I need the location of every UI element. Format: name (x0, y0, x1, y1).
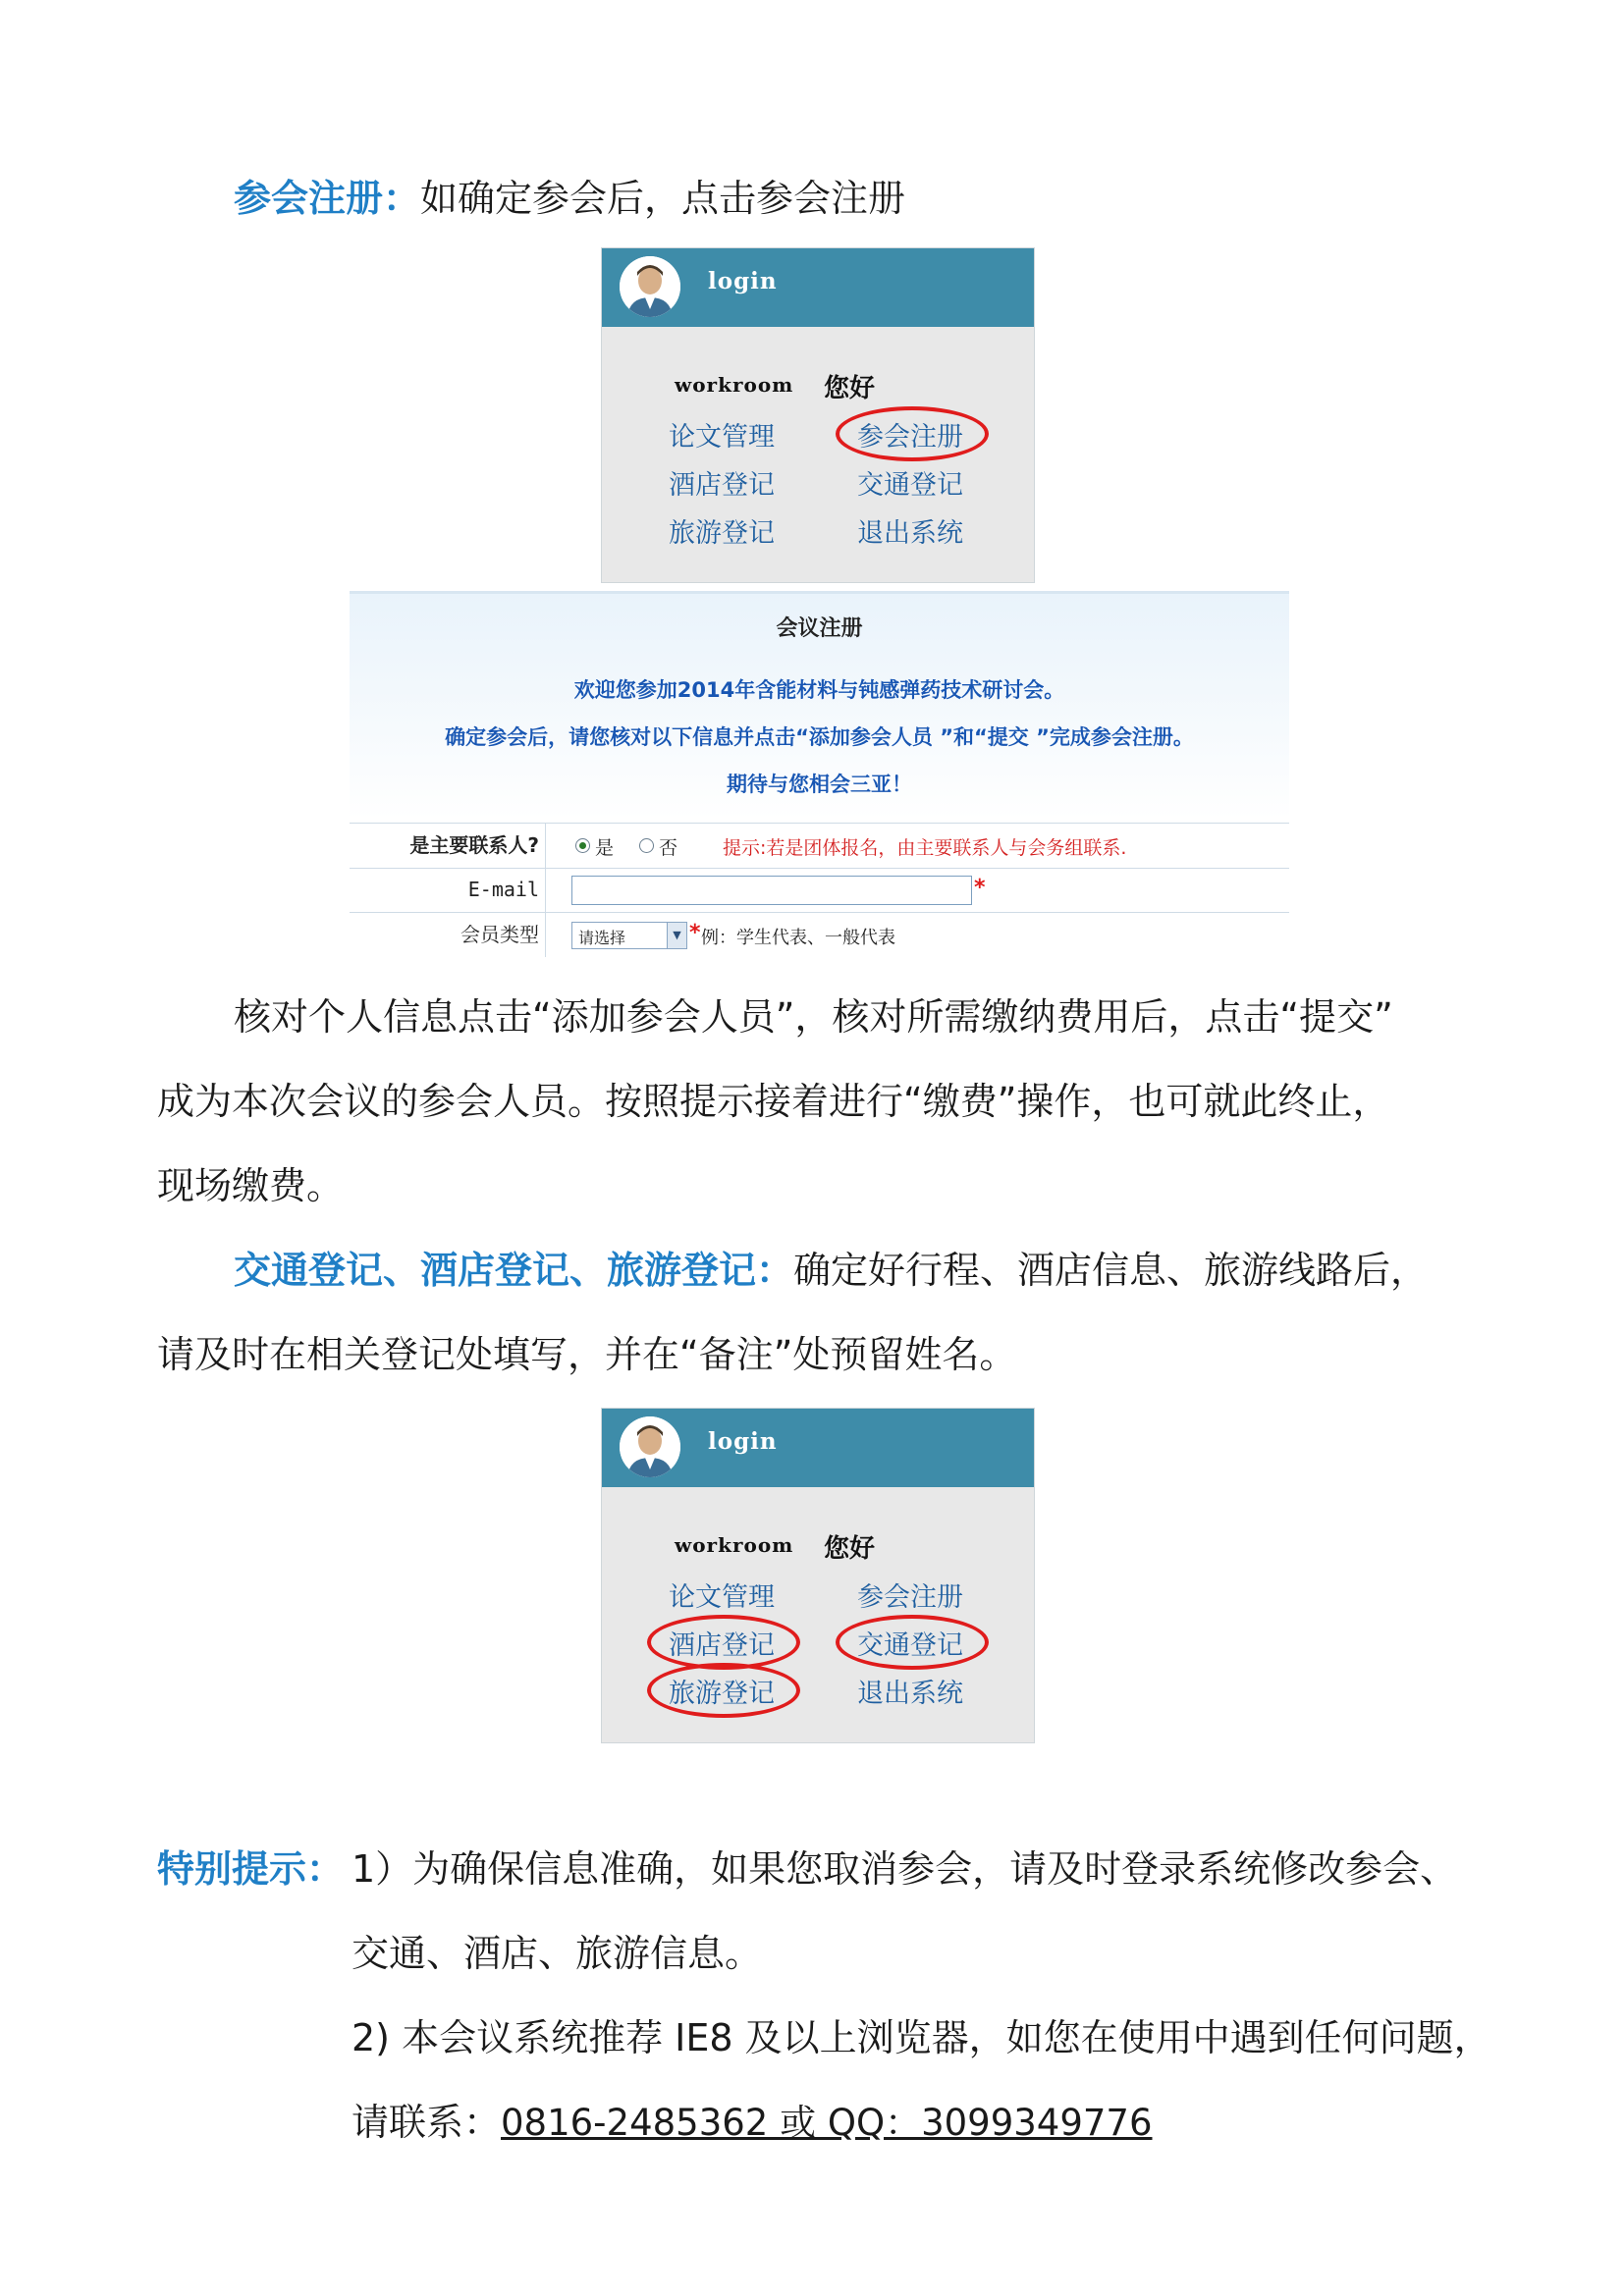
registration-form (350, 591, 1289, 962)
greeting-label: 您好 (824, 1534, 876, 1564)
link-paper-management[interactable]: 论文管理 (669, 1582, 775, 1613)
row-member-type (350, 913, 1289, 957)
link-hotel-register[interactable]: 酒店登记 (669, 1630, 775, 1661)
member-type-label: 会员类型 (350, 913, 546, 957)
section1-heading: 参会注册 (234, 177, 384, 220)
closing-line: 期待与您相会三亚！ (727, 773, 912, 796)
link-logout[interactable]: 退出系统 (857, 518, 963, 549)
link-travel-register[interactable]: 旅游登记 (669, 1679, 775, 1709)
link-logout[interactable]: 退出系统 (857, 1679, 963, 1709)
main-contact-label: 是主要联系人? (350, 824, 546, 868)
login-panel-1 (601, 247, 1035, 583)
para2-line1: 核对个人信息点击“添加参会人员”，核对所需缴纳费用后，点击“提交” (234, 995, 1393, 1039)
para2-line3: 现场缴费。 (157, 1164, 345, 1207)
section2-line2: 请及时在相关登记处填写，并在“备注”处预留姓名。 (157, 1333, 1017, 1376)
link-hotel-register[interactable]: 酒店登记 (669, 470, 775, 501)
radio-yes[interactable] (575, 838, 590, 853)
member-type-required-marker: * (689, 921, 701, 945)
notice-item1-line2: 交通、酒店、旅游信息。 (352, 1932, 763, 1975)
section2-text: 确定好行程、酒店信息、旅游线路后， (793, 1249, 1429, 1292)
notice-item1-line1: 1）为确保信息准确，如果您取消参会，请及时登录系统修改参会、 (352, 1847, 1458, 1891)
login-header (602, 1409, 1034, 1487)
instruction-line: 确定参会后，请您核对以下信息并点击“添加参会人员 ”和“提交 ”完成参会注册。 (445, 725, 1194, 749)
link-travel-register[interactable]: 旅游登记 (669, 518, 775, 549)
greeting-label: 您好 (824, 374, 876, 403)
link-conference-register[interactable]: 参会注册 (857, 422, 963, 453)
link-conference-register[interactable]: 参会注册 (857, 1582, 963, 1613)
link-traffic-register[interactable]: 交通登记 (857, 470, 963, 501)
row-main-contact (350, 823, 1289, 869)
notice-item2-line2 (352, 2101, 1153, 2145)
login-title: login (708, 268, 778, 294)
contact-prefix: 请联系： (352, 2101, 502, 2144)
notice-heading: 特别提示 (157, 1847, 307, 1891)
welcome-line: 欢迎您参加2014年含能材料与钝感弹药技术研讨会。 (573, 678, 1065, 702)
radio-no-label: 否 (659, 837, 678, 859)
email-field[interactable] (571, 876, 972, 905)
member-type-select[interactable] (571, 922, 687, 949)
radio-no[interactable] (639, 838, 654, 853)
chevron-down-icon[interactable]: ▼ (667, 923, 686, 948)
notice-item2-line1: 2) 本会议系统推荐 IE8 及以上浏览器，如您在使用中遇到任何问题， (352, 2016, 1491, 2059)
username-label: workroom (675, 1533, 794, 1557)
registration-table (350, 823, 1289, 958)
login-header (602, 248, 1034, 327)
login-panel-2 (601, 1408, 1035, 1743)
member-type-selected: 请选择 (578, 929, 626, 947)
section2-colon: ： (756, 1249, 794, 1292)
member-type-hint: 例：学生代表、一般代表 (701, 928, 895, 948)
email-required-marker: * (974, 876, 986, 900)
main-contact-tip: 提示:若是团体报名，由主要联系人与会务组联系. (723, 837, 1127, 859)
email-label: E-mail (350, 868, 546, 912)
row-email (350, 868, 1289, 913)
section2-heading: 交通登记、酒店登记、旅游登记 (234, 1249, 757, 1292)
contact-info: 0816-2485362 或 QQ：3099349776 (501, 2102, 1153, 2144)
para2-line2: 成为本次会议的参会人员。按照提示接着进行“缴费”操作，也可就此终止， (157, 1080, 1390, 1123)
login-title: login (708, 1428, 778, 1455)
link-traffic-register[interactable]: 交通登记 (857, 1630, 963, 1661)
notice-heading-line (157, 1847, 344, 1891)
section1-paragraph (234, 177, 905, 220)
section2-paragraph (234, 1249, 1428, 1292)
username-label: workroom (675, 373, 794, 397)
radio-yes-label: 是 (595, 837, 615, 859)
section1-text: 如确定参会后，点击参会注册 (420, 177, 906, 220)
user-avatar-icon (620, 1416, 680, 1477)
registration-title: 会议注册 (776, 616, 863, 641)
user-avatar-icon (620, 256, 680, 317)
notice-colon: ： (306, 1847, 345, 1891)
section1-colon: ： (383, 177, 421, 220)
link-paper-management[interactable]: 论文管理 (669, 422, 775, 453)
registration-banner (350, 591, 1289, 820)
